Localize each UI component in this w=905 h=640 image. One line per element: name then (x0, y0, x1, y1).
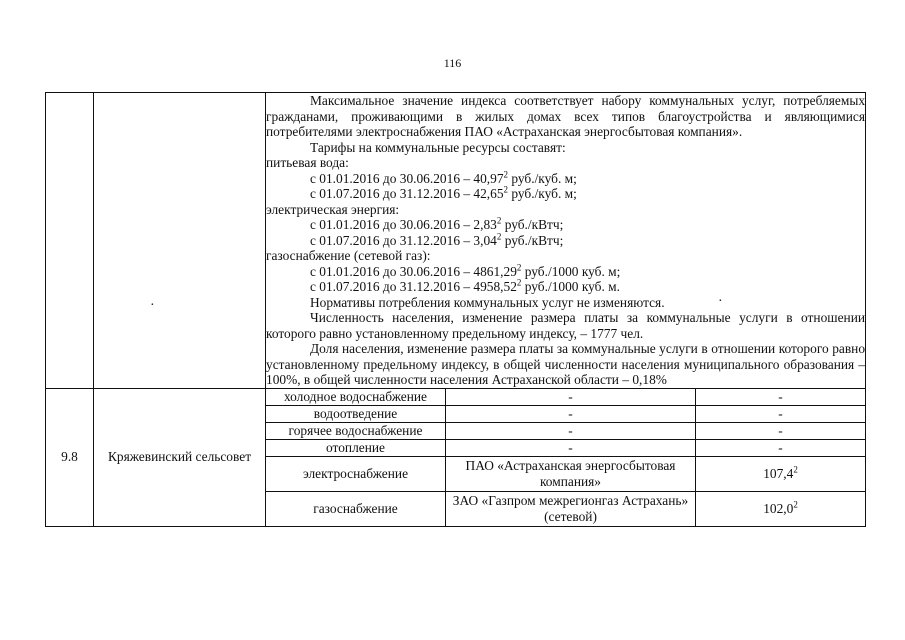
municipal-table (45, 92, 866, 527)
service-heating: отопление (266, 439, 446, 456)
empty-name-cell (94, 93, 266, 389)
value-hot-water: - (696, 422, 866, 439)
scan-speck: · (718, 294, 723, 309)
service-electricity: электроснабжение (266, 456, 446, 491)
electric-label: электрическая энергия: (266, 201, 400, 217)
text-block (266, 93, 866, 389)
gas-tariff-1: с 01.01.2016 до 30.06.2016 – 4861,29$^2$ руб./1000 куб. м; (310, 262, 621, 279)
norms-paragraph: Нормативы потребления коммунальных услуг не изменяются. (310, 294, 665, 310)
paragraph-tariffs-intro: Тарифы на коммунальные ресурсы составят: (310, 139, 566, 155)
value-cold-water: - (696, 388, 866, 405)
service-cold-water: холодное водоснабжение (266, 388, 446, 405)
scan-speck: · (150, 298, 155, 313)
provider-hot-water: - (446, 422, 696, 439)
water-label: питьевая вода: (266, 155, 349, 170)
text-row (46, 93, 866, 389)
value-heating: - (696, 439, 866, 456)
electric-tariff-1: с 01.01.2016 до 30.06.2016 – 2,83$^2$ руб./кВтч; (310, 215, 564, 232)
provider-electricity: ПАО «Астраханская энергосбытовая компания» (446, 456, 696, 491)
gas-label: газоснабжение (сетевой газ): (266, 248, 431, 263)
provider-cold-water: - (446, 388, 696, 405)
service-hot-water: горячее водоснабжение (266, 422, 446, 439)
electric-tariff-2: с 01.07.2016 до 31.12.2016 – 3,04$^2$ руб./кВтч; (310, 231, 564, 248)
water-tariff-1: с 01.01.2016 до 30.06.2016 – 40,97$^2$ руб./куб. м; (310, 169, 577, 186)
share-paragraph: Доля населения, изменение размера платы за коммунальные услуги в отношении которого равно установленному предельному индексу, в общей численности населения муниципального образования – 100%, в общей численности населения Астраханской области – 0,18% (266, 341, 866, 387)
paragraph-index-description: Максимальное значение индекса соответствует набору коммунальных услуг, потребляемых гражданами, проживающими в жилых домах всех типов благоустройства и являющимися потребителями электроснабжения ПАО «Астраханская энергосбытовая компания». (266, 93, 866, 139)
provider-heating: - (446, 439, 696, 456)
row-number: 9.8 (46, 388, 94, 526)
value-sewerage: - (696, 405, 866, 422)
municipality-name: Кряжевинский сельсовет (94, 388, 266, 526)
empty-number-cell (46, 93, 94, 389)
page-number: 116 (443, 56, 462, 70)
value-gas: 102,0$^2$ (696, 491, 866, 526)
provider-gas: ЗАО «Газпром межрегионгаз Астрахань» (сетевой) (446, 491, 696, 526)
provider-sewerage: - (446, 405, 696, 422)
value-electricity: 107,4$^2$ (696, 456, 866, 491)
gas-tariff-2: с 01.07.2016 до 31.12.2016 – 4958,52$^2$ руб./1000 куб. м. (310, 277, 620, 294)
service-row (46, 388, 866, 405)
water-tariff-2: с 01.07.2016 до 31.12.2016 – 42,65$^2$ руб./куб. м; (310, 184, 577, 201)
population-paragraph: Численность населения, изменение размера платы за коммунальные услуги в отношении которого равно установленному предельному индексу, – 1777 чел. (266, 310, 866, 341)
service-gas: газоснабжение (266, 491, 446, 526)
service-sewerage: водоотведение (266, 405, 446, 422)
